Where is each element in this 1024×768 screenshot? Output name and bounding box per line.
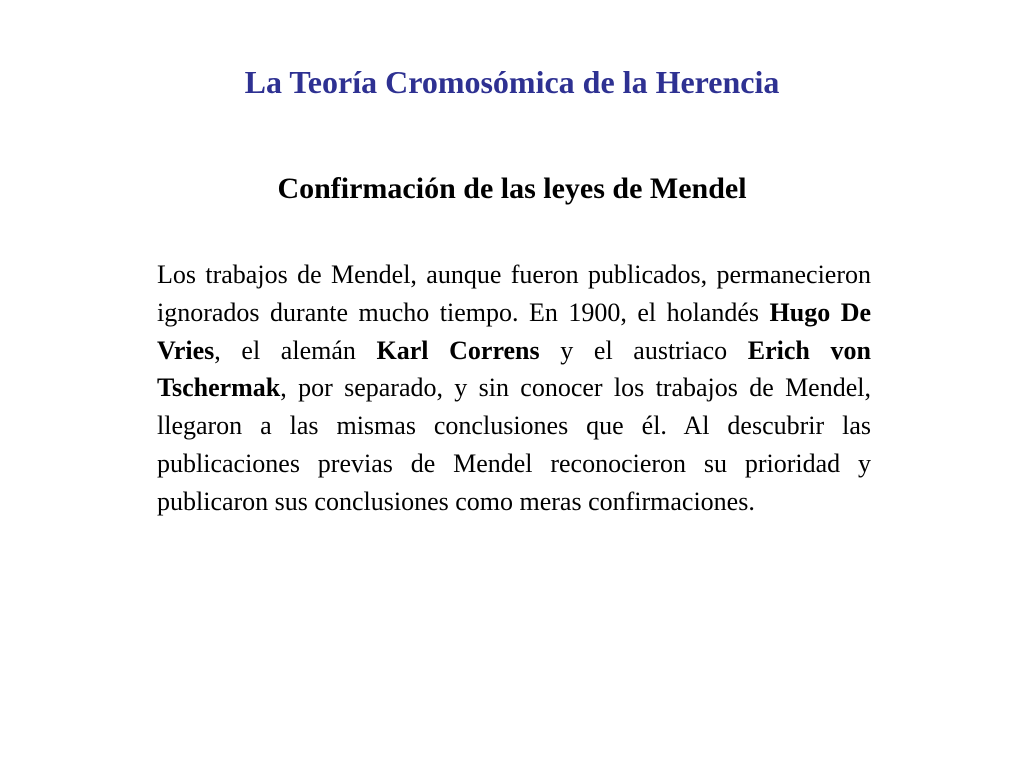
scientist-name-de-vries: Hugo De Vries: [157, 297, 872, 365]
body-paragraph: [157, 256, 871, 521]
paragraph-text-2: , el alemán: [214, 335, 377, 365]
paragraph-text-3: y el austriaco: [539, 335, 748, 365]
scientist-name-tschermak: Erich von Tschermak: [157, 335, 871, 403]
slide-subtitle: Confirmación de las leyes de Mendel: [277, 172, 747, 205]
paragraph-text-1: Los trabajos de Mendel, aunque fueron publicados, permanecieron ignorados durante mucho tiempo. En 1900, el holandés: [157, 260, 871, 327]
slide-title: La Teoría Cromosómica de la Herencia: [244, 64, 780, 100]
paragraph-text-4: , por separado, y sin conocer los trabajos de Mendel, llegaron a las mismas conclusiones que él. Al descubrir las publicaciones previas de Mendel reconocieron su prioridad y publicaron sus conclusiones como meras confirmaciones.: [157, 373, 871, 516]
scientist-name-correns: Karl Correns: [376, 335, 540, 365]
